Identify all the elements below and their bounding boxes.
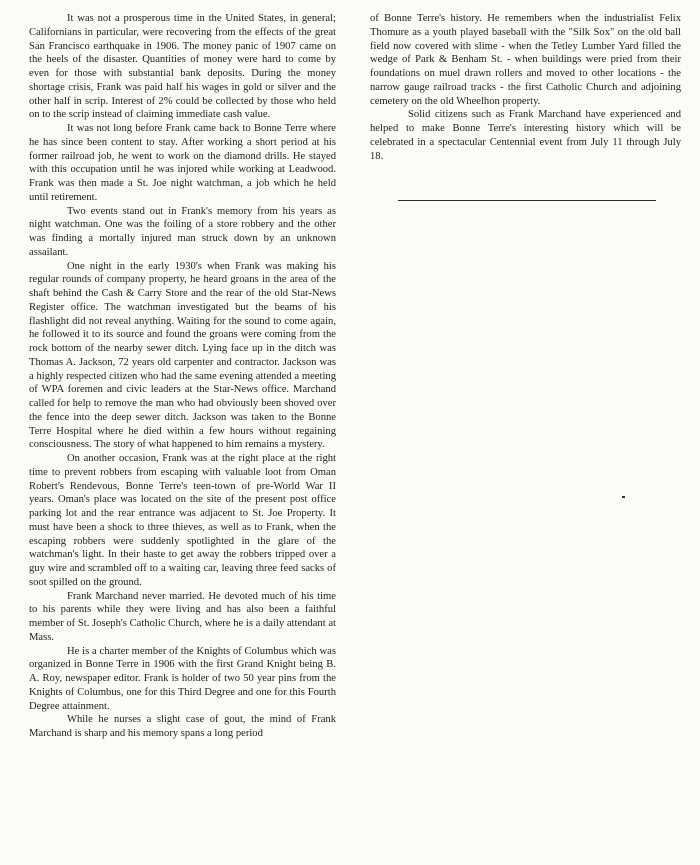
paragraph-never-married: Frank Marchand never married. He devoted much of his time to his parents while they were living and has also been a faithful member of St. Joseph's Catholic Church, where he is a daily attendant at Mass. (29, 590, 336, 643)
paragraph-knights-of-columbus: He is a charter member of the Knights of Columbus which was organized in Bonne Terre in 1906 with the first Grand Knight being B. A. Roy, newspaper editor. Frank is holder of two 50 year pins from the Knights of Columbus, one for this Third Degree and one for this Fourth Degree attainment. (29, 645, 336, 712)
paragraph-memory-intro: While he nurses a slight case of gout, the mind of Frank Marchand is sharp and his memory spans a long period (29, 714, 336, 739)
left-column (29, 12, 336, 741)
paragraph-money-panic: It was not a prosperous time in the United States, in general; Californians in particular, were recovering from the effects of the great San Francisco earthquake in 1906. The money panic of 1907 came on the heels of the disaster. Quantities of money were hard to come by even for those with substantial bank deposits. During the money shortage crisis, Frank was paid half his wages in gold or silver and the other half in scrip. Interest of 2% could be collected by those who held on to the scrip instead of claiming immediate cash value. (29, 13, 336, 121)
paragraph-two-events: Two events stand out in Frank's memory from his years as night watchman. One was the foiling of a store robbery and the other was finding a mortally injured man struck down by an unknown assailant. (29, 205, 336, 258)
paragraph-robbery-foiled: On another occasion, Frank was at the right place at the right time to prevent robbers from escaping with valuable loot from Oman Robert's Rendevous, Bonne Terre's teen-town of pre-World War II years. Oman's place was located on the site of the present post office parking lot and the rear entrance was adjacent to St. Joe Property. It must have been a shock to three thieves, as well as to Frank, when the escaping robbers were suddenly spotlighted in the glare of the watchman's light. In their haste to get away the robbers tripped over a guy wire and scrambled off to a waiting car, leaving three feed sacks of soot spilled on the ground. (29, 453, 336, 588)
section-divider (398, 200, 656, 201)
paragraph-memory-continued: of Bonne Terre's history. He remembers when the industrialist Felix Thomure as a youth played baseball with the "Silk Sox" on the old ball field now covered with slime - when the Tetley Lumber Yard filled the wedge of Park & Benham St. - when buildings were pried from their foundations on muel drawn rollers and moved to other locations - the narrow gauge railroad tracks - the first Catholic Church and adjoining cemetery on the old Wheelhon property. (370, 13, 681, 107)
paragraph-jackson-incident: One night in the early 1930's when Frank was making his regular rounds of company property, he heard groans in the area of the shaft behind the Cash & Carry Store and the rear of the old Star-News Register office. The watchman investigated but the beams of his flashlight did not reveal anything. Waiting for the sound to come again, he followed it to its source and found the groans were coming from the rock bottom of the nearby sewer ditch. Lying face up in the ditch was Thomas A. Jackson, 72 years old carpenter and contractor. Jackson was a highly respected citizen who had the same evening attended a meeting of WPA foremen and civic leaders at the Star-News office. Marchand called for help to remove the man who had obviously been shoved over the fence into the deep sewer ditch. Jackson was taken to the Bonne Terre Hospital where he died within a few hours without regaining consciousness. The story of what happened to him remains a mystery. (29, 260, 336, 451)
paragraph-return-to-bonne-terre: It was not long before Frank came back to Bonne Terre where he has since been content to stay. After working a short period at his former railroad job, he went to work on the diamond drills. He stayed with this occupation until he was injored while working at Leadwood. Frank was then made a St. Joe night watchman, a job which he held until retirement. (29, 123, 336, 203)
right-column (370, 12, 681, 163)
scan-speck (622, 496, 625, 498)
paragraph-centennial: Solid citizens such as Frank Marchand have experienced and helped to make Bonne Terre's interesting history which will be celebrated in a spectacular Centennial event from July 11 through July 18. (370, 109, 681, 162)
